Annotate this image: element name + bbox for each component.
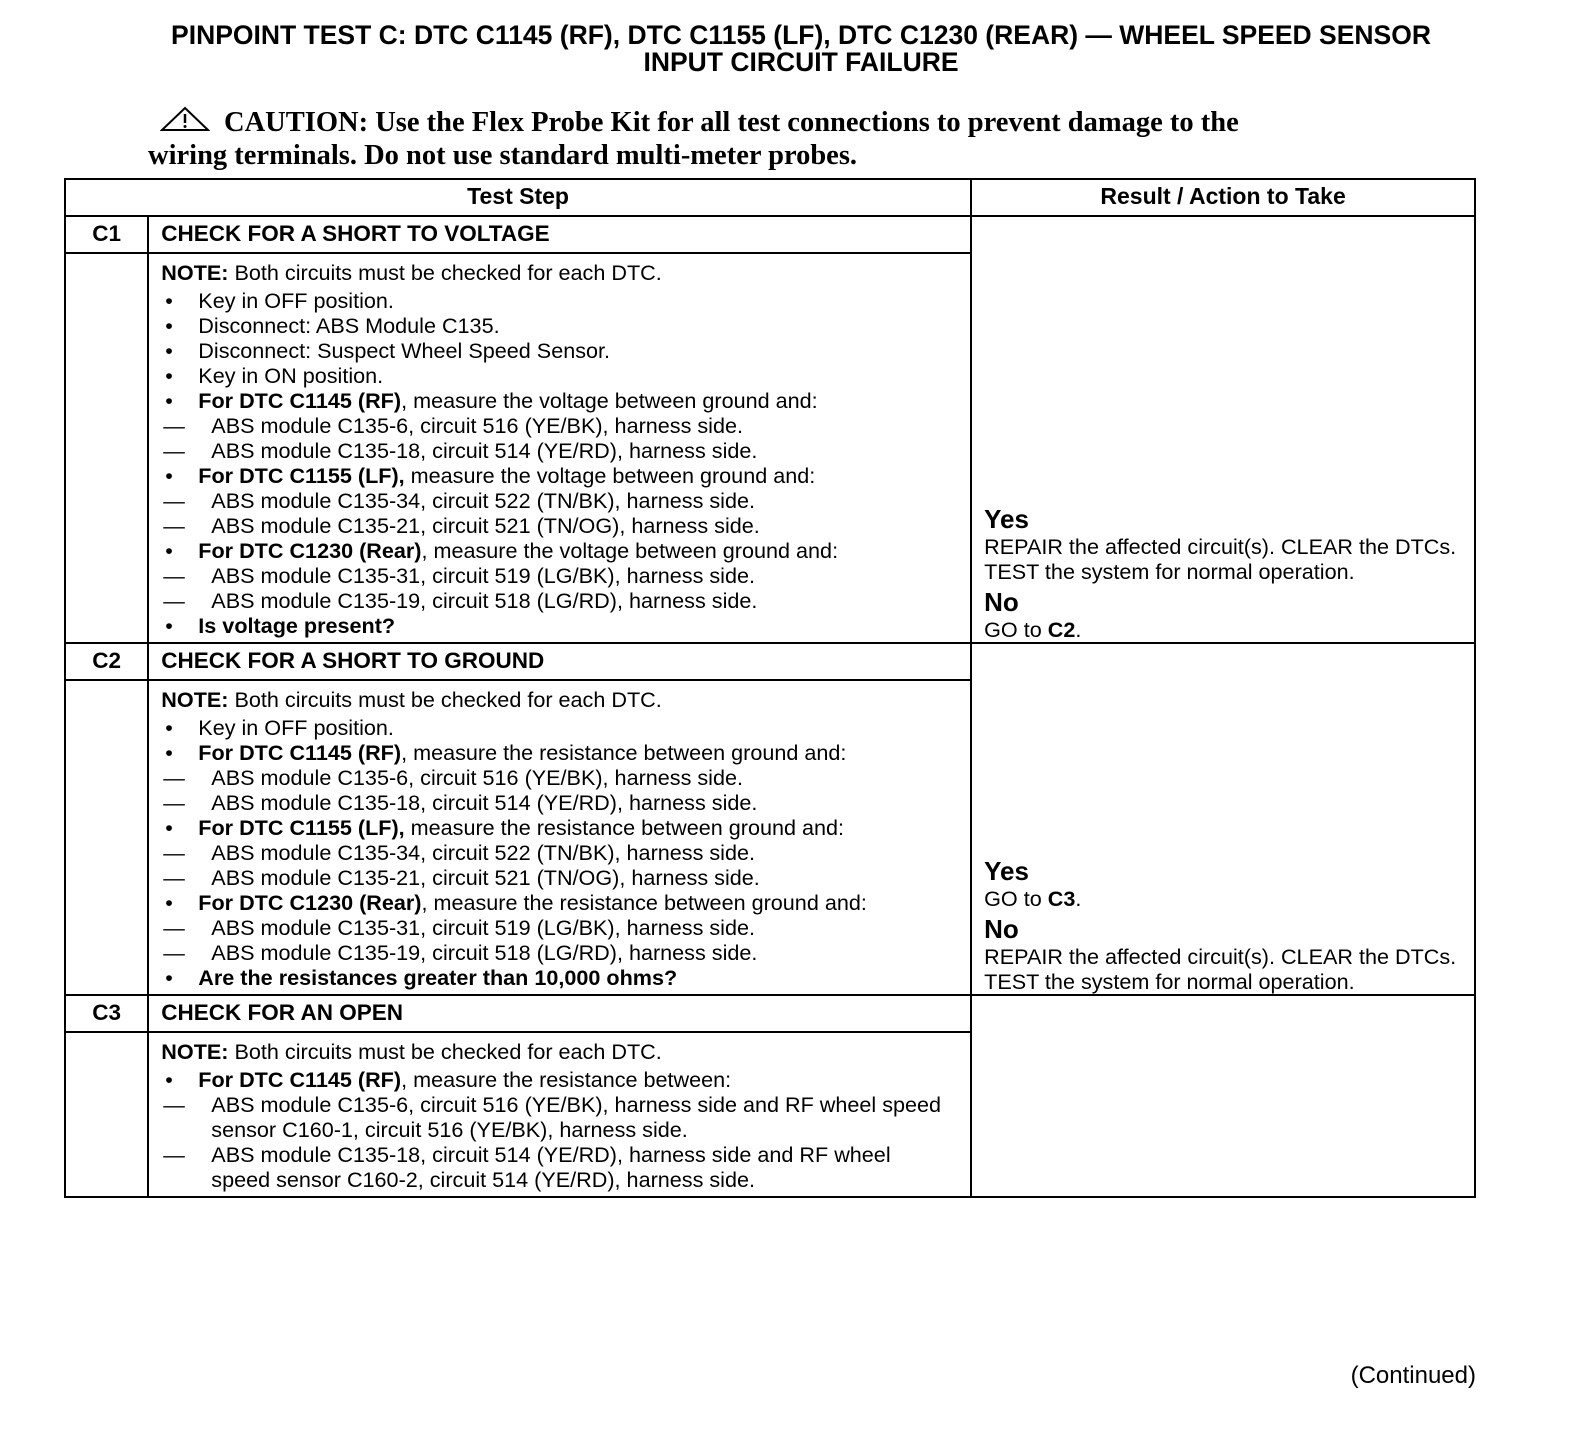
list-item-bold: For DTC C1155 (LF),: [198, 815, 405, 840]
caution-notice: [148, 106, 1408, 172]
sub-list-item: — ABS module C135-21, circuit 521 (TN/OG), harness side.: [161, 865, 948, 890]
list-item-bold: For DTC C1230 (Rear): [198, 890, 422, 915]
warning-triangle-icon: [160, 106, 210, 140]
list-item: [161, 965, 948, 990]
no-label: No: [984, 914, 1019, 944]
no-label: No: [984, 587, 1019, 617]
list-item: [161, 538, 948, 613]
step-note: [161, 260, 948, 285]
list-item: [161, 388, 948, 463]
list-item-bold: Is voltage present?: [198, 613, 396, 638]
pinpoint-test-table: [64, 178, 1476, 1198]
yes-label: Yes: [984, 504, 1029, 534]
sub-list: [198, 1092, 948, 1192]
sub-list: [198, 488, 948, 538]
title-line-2: INPUT CIRCUIT FAILURE: [643, 47, 959, 77]
list-item-text: Key in OFF position.: [198, 288, 394, 313]
note-text: Both circuits must be checked for each DTC.: [228, 260, 662, 285]
list-item: [161, 1067, 948, 1192]
sub-list-item: — ABS module C135-18, circuit 514 (YE/RD), harness side.: [161, 790, 948, 815]
list-item: [161, 363, 948, 388]
no-goto: C2: [1047, 617, 1076, 642]
yes-text: GO to: [984, 886, 1048, 911]
list-item-text: Key in ON position.: [198, 363, 384, 388]
list-item-text: , measure the resistance between ground and:: [421, 890, 867, 915]
list-item: [161, 815, 948, 890]
list-item-text: , measure the resistance between ground and:: [401, 740, 847, 765]
list-item-bold: For DTC C1145 (RF): [198, 1067, 402, 1092]
yes-label: Yes: [984, 856, 1029, 886]
sub-list: [198, 915, 948, 965]
sub-list: [198, 563, 948, 613]
yes-text: REPAIR the affected circuit(s). CLEAR the DTCs. TEST the system for normal operation.: [984, 534, 1457, 584]
result-cell: [971, 643, 1475, 995]
table-header-row: [65, 179, 1475, 216]
no-action: [984, 617, 1468, 642]
step-title: CHECK FOR A SHORT TO VOLTAGE: [148, 216, 971, 253]
note-label: NOTE:: [161, 687, 229, 712]
step-body: [148, 680, 971, 995]
title-line-1: PINPOINT TEST C: DTC C1145 (RF), DTC C1155 (LF), DTC C1230 (REAR) — WHEEL SPEED SENSOR: [171, 20, 1431, 50]
note-label: NOTE:: [161, 260, 229, 285]
step-note: [161, 687, 948, 712]
step-bullet-list: [161, 288, 948, 638]
step-body: [148, 253, 971, 643]
note-label: NOTE:: [161, 1039, 229, 1064]
sub-list-item: — ABS module C135-6, circuit 516 (YE/BK), harness side and RF wheel speed sensor C160-1, circuit 516 (YE/BK), harness side.: [161, 1092, 948, 1142]
step-note: [161, 1039, 948, 1064]
yes-tail: .: [1075, 886, 1082, 911]
no-text: GO to: [984, 617, 1048, 642]
list-item-text: , measure the voltage between ground and:: [401, 388, 818, 413]
sub-list-item: — ABS module C135-6, circuit 516 (YE/BK), harness side.: [161, 413, 948, 438]
sub-list-item: — ABS module C135-34, circuit 522 (TN/BK), harness side.: [161, 488, 948, 513]
sub-list-item: — ABS module C135-19, circuit 518 (LG/RD), harness side.: [161, 588, 948, 613]
step-title-row: [65, 643, 1475, 680]
sub-list-item: — ABS module C135-18, circuit 514 (YE/RD), harness side.: [161, 438, 948, 463]
no-action: [984, 944, 1468, 994]
page-title: [64, 22, 1538, 76]
list-item-text: , measure the resistance between:: [401, 1067, 732, 1092]
sub-list: [198, 840, 948, 890]
list-item-text: , measure the voltage between ground and:: [421, 538, 839, 563]
list-item-bold: For DTC C1155 (LF),: [198, 463, 405, 488]
header-test-step: Test Step: [65, 179, 971, 216]
sub-list-item: — ABS module C135-31, circuit 519 (LG/BK), harness side.: [161, 915, 948, 940]
list-item-bold: For DTC C1145 (RF): [198, 388, 402, 413]
sub-list-item: — ABS module C135-31, circuit 519 (LG/BK), harness side.: [161, 563, 948, 588]
step-title-row: [65, 216, 1475, 253]
step-bullet-list: [161, 715, 948, 990]
step-id-blank: [65, 253, 148, 643]
list-item: [161, 338, 948, 363]
sub-list-item: — ABS module C135-18, circuit 514 (YE/RD), harness side and RF wheel speed sensor C160-2, circuit 514 (YE/RD), harness side.: [161, 1142, 948, 1192]
list-item: [161, 890, 948, 965]
note-text: Both circuits must be checked for each DTC.: [228, 687, 662, 712]
list-item-text: Key in OFF position.: [198, 715, 394, 740]
result-cell: [971, 995, 1475, 1197]
list-item-text: Disconnect: Suspect Wheel Speed Sensor.: [198, 338, 611, 363]
list-item-text: Disconnect: ABS Module C135.: [198, 313, 500, 338]
list-item: [161, 740, 948, 815]
sub-list: [198, 413, 948, 463]
list-item-bold: For DTC C1145 (RF): [198, 740, 402, 765]
list-item: [161, 313, 948, 338]
step-id-blank: [65, 680, 148, 995]
yes-action: [984, 886, 1468, 911]
step-title: CHECK FOR A SHORT TO GROUND: [148, 643, 971, 680]
caution-line-2: wiring terminals. Do not use standard multi-meter probes.: [148, 140, 858, 171]
result-cell: [971, 216, 1475, 643]
list-item: [161, 715, 948, 740]
no-text: REPAIR the affected circuit(s). CLEAR the DTCs. TEST the system for normal operation.: [984, 944, 1457, 994]
continued-label: (Continued): [1350, 1362, 1476, 1389]
yes-action: [984, 534, 1468, 584]
yes-goto: C3: [1047, 886, 1076, 911]
sub-list-item: — ABS module C135-21, circuit 521 (TN/OG), harness side.: [161, 513, 948, 538]
step-title: CHECK FOR AN OPEN: [148, 995, 971, 1032]
sub-list-item: — ABS module C135-6, circuit 516 (YE/BK), harness side.: [161, 765, 948, 790]
list-item: [161, 613, 948, 638]
list-item-bold: For DTC C1230 (Rear): [198, 538, 422, 563]
step-bullet-list: [161, 1067, 948, 1192]
list-item-text: measure the voltage between ground and:: [404, 463, 816, 488]
sub-list-item: — ABS module C135-34, circuit 522 (TN/BK), harness side.: [161, 840, 948, 865]
step-id-blank: [65, 1032, 148, 1197]
step-id: C2: [65, 643, 148, 680]
list-item-bold: Are the resistances greater than 10,000 ohms?: [198, 965, 678, 990]
list-item-text: measure the resistance between ground and:: [404, 815, 845, 840]
caution-line-1: CAUTION: Use the Flex Probe Kit for all test connections to prevent damage to the: [224, 107, 1239, 138]
step-id: C1: [65, 216, 148, 253]
step-id: C3: [65, 995, 148, 1032]
no-tail: .: [1075, 617, 1082, 642]
header-result: Result / Action to Take: [971, 179, 1475, 216]
list-item: [161, 288, 948, 313]
note-text: Both circuits must be checked for each DTC.: [228, 1039, 662, 1064]
sub-list: [198, 765, 948, 815]
list-item: [161, 463, 948, 538]
sub-list-item: — ABS module C135-19, circuit 518 (LG/RD), harness side.: [161, 940, 948, 965]
step-body: [148, 1032, 971, 1197]
steps-body: [65, 216, 1475, 1197]
step-title-row: [65, 995, 1475, 1032]
